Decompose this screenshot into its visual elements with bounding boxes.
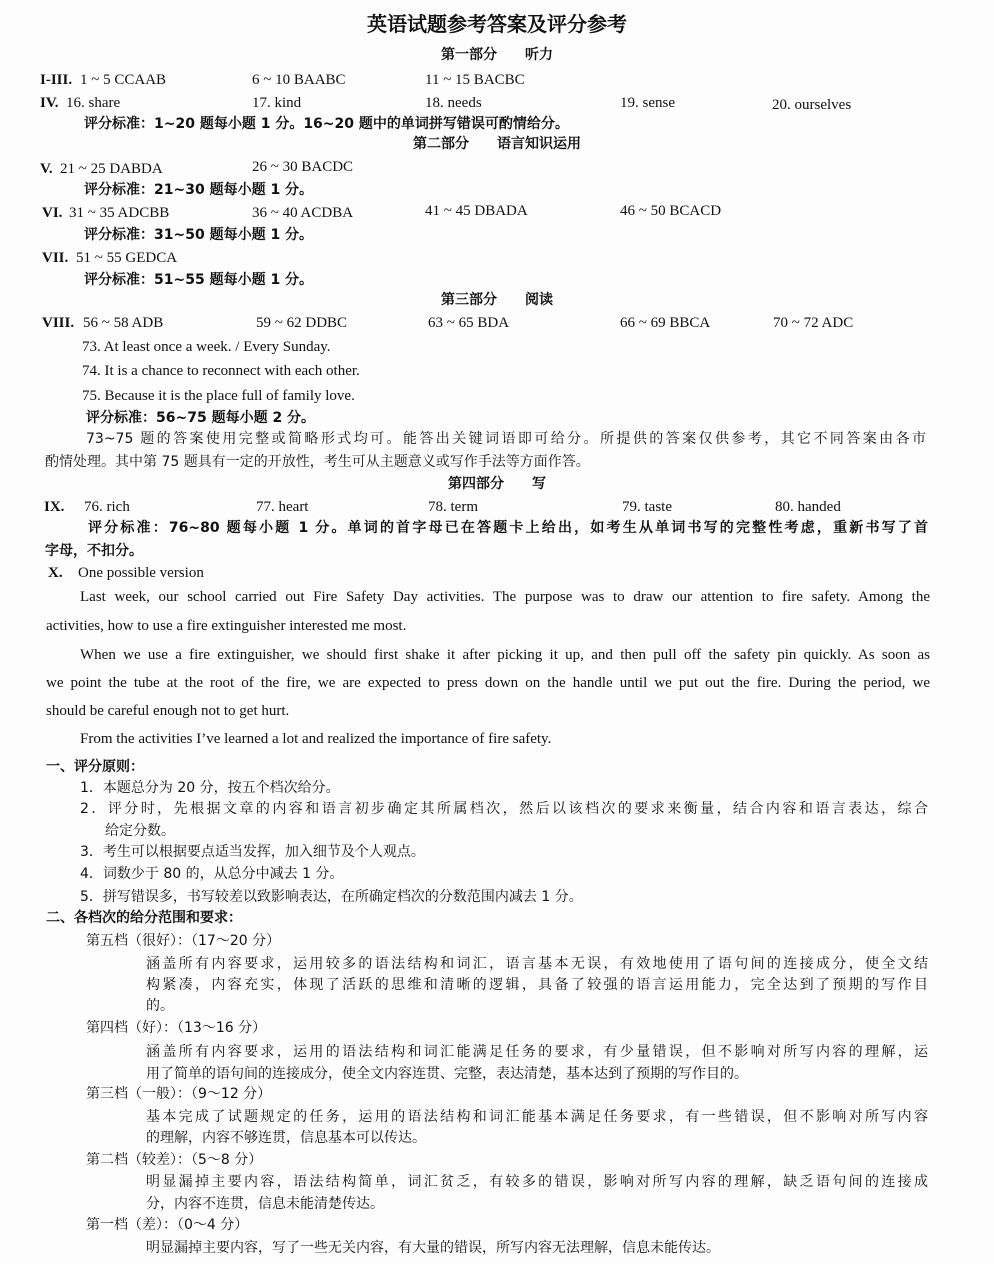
answer-74: 74. It is a chance to reconnect with each other.	[82, 363, 360, 379]
answer: 46 ~ 50 BCACD	[620, 203, 722, 219]
answer: 6 ~ 10 BAABC	[252, 72, 346, 88]
scoring-standard: 评分标准：31~50 题每小题 1 分。	[84, 227, 314, 243]
answer: 17. kind	[252, 95, 302, 111]
answer: 20. ourselves	[772, 97, 852, 113]
answer: 79. taste	[622, 499, 672, 515]
level-name: 第五档（很好）：（17～20 分）	[86, 933, 281, 949]
answer: 80. handed	[775, 499, 841, 515]
level-text: 的。	[146, 998, 174, 1014]
roman-label: I-III.	[40, 72, 73, 88]
essay-line: From the activities I’ve learned a lot and realized the importance of fire safety.	[80, 731, 552, 747]
answer: 1 ~ 5 CCAAB	[80, 72, 167, 88]
essay-line: we point the tube at the root of the fire, we are expected to press down on the handle until we put out the fire. During the period, we	[46, 675, 930, 691]
section-heading-writing: 第四部分 写	[448, 476, 546, 492]
answer: 26 ~ 30 BACDC	[252, 159, 354, 175]
principle-item: 3．考生可以根据要点适当发挥，加入细节及个人观点。	[80, 844, 425, 860]
roman-label: VII.	[42, 250, 69, 266]
answer: 41 ~ 45 DBADA	[425, 203, 528, 219]
note: 73~75 题的答案使用完整或简略形式均可。能答出关键词语即可给分。所提供的答案仅供参考，其它不同答案由各市	[86, 431, 926, 447]
level-text: 明显漏掉主要内容，语法结构简单，词汇贫乏，有较多的错误，影响对所写内容的理解，缺乏语句间的连接成	[146, 1174, 928, 1190]
answer: 76. rich	[84, 499, 130, 515]
answer: 36 ~ 40 ACDBA	[252, 205, 354, 221]
roman-label: V.	[40, 161, 53, 177]
scoring-standard: 评分标准：1~20 题每小题 1 分。16~20 题中的单词拼写错误可酌情给分。	[84, 116, 569, 132]
essay-line: should be careful enough not to get hurt.	[46, 703, 290, 719]
roman-label: IV.	[40, 95, 59, 111]
scoring-standard: 字母，不扣分。	[45, 543, 143, 559]
answer: 21 ~ 25 DABDA	[60, 161, 163, 177]
answer: 77. heart	[256, 499, 309, 515]
essay-line: Last week, our school carried out Fire Safety Day activities. The purpose was to draw our attention to fire safety. Among the	[80, 589, 930, 605]
answer: 51 ~ 55 GEDCA	[76, 250, 178, 266]
answer: 66 ~ 69 BBCA	[620, 315, 711, 331]
level-text: 用了简单的语句间的连接成分，使全文内容连贯、完整，表达清楚，基本达到了预期的写作目的。	[146, 1066, 748, 1082]
level-text: 的理解，内容不够连贯，信息基本可以传达。	[146, 1130, 426, 1146]
levels-heading: 二、各档次的给分范围和要求：	[46, 910, 242, 926]
section-heading-language: 第二部分 语言知识运用	[413, 136, 581, 152]
principle-item: 给定分数。	[105, 823, 175, 839]
section-heading-reading: 第三部分 阅读	[441, 292, 553, 308]
principle-item: 2．评分时，先根据文章的内容和语言初步确定其所属档次，然后以该档次的要求来衡量，结合内容和语言表达，综合	[80, 801, 928, 817]
answer-75: 75. Because it is the place full of family love.	[82, 388, 355, 404]
answer: 31 ~ 35 ADCBB	[69, 205, 170, 221]
answer: 56 ~ 58 ADB	[83, 315, 164, 331]
note: 酌情处理。其中第 75 题具有一定的开放性，考生可从主题意义或写作手法等方面作答。	[45, 454, 590, 470]
essay-heading: One possible version	[78, 565, 204, 581]
scoring-standard: 评分标准：76~80 题每小题 1 分。单词的首字母已在答题卡上给出，如考生从单词书写的完整性考虑，重新书写了首	[88, 520, 928, 536]
level-text: 涵盖所有内容要求，运用较多的语法结构和词汇，语言基本无误，有效地使用了语句间的连接成分，使全文结	[146, 956, 928, 972]
roman-label: X.	[48, 565, 63, 581]
level-name: 第一档（差）：（0～4 分）	[86, 1217, 249, 1233]
answer-73: 73. At least once a week. / Every Sunday.	[82, 339, 331, 355]
principle-item: 1．本题总分为 20 分，按五个档次给分。	[80, 780, 340, 796]
page-title: 英语试题参考答案及评分参考	[367, 12, 627, 36]
answer: 16. share	[66, 95, 121, 111]
roman-label: IX.	[44, 499, 65, 515]
principles-heading: 一、评分原则：	[46, 759, 144, 775]
answer: 78. term	[428, 499, 478, 515]
answer: 63 ~ 65 BDA	[428, 315, 510, 331]
answer: 11 ~ 15 BACBC	[425, 72, 525, 88]
answer: 70 ~ 72 ADC	[773, 315, 854, 331]
level-name: 第二档（较差）：（5～8 分）	[86, 1152, 263, 1168]
answer: 59 ~ 62 DDBC	[256, 315, 348, 331]
level-name: 第三档（一般）：（9～12 分）	[86, 1086, 272, 1102]
level-text: 明显漏掉主要内容，写了一些无关内容，有大量的错误，所写内容无法理解，信息未能传达。	[146, 1240, 720, 1256]
section-heading-listening: 第一部分 听力	[441, 47, 553, 63]
answer: 19. sense	[620, 95, 675, 111]
level-name: 第四档（好）：（13～16 分）	[86, 1020, 267, 1036]
level-text: 分，内容不连贯，信息未能清楚传达。	[146, 1196, 384, 1212]
scoring-standard: 评分标准：21~30 题每小题 1 分。	[84, 182, 314, 198]
essay-line: activities, how to use a fire extinguisher interested me most.	[46, 618, 407, 634]
level-text: 涵盖所有内容要求，运用的语法结构和词汇能满足任务的要求，有少量错误，但不影响对所写内容的理解，运	[146, 1044, 928, 1060]
roman-label: VI.	[42, 205, 63, 221]
essay-line: When we use a fire extinguisher, we should first shake it after picking it up, and then pull off the safety pin quickly. As soon as	[80, 647, 930, 663]
scoring-standard: 评分标准：56~75 题每小题 2 分。	[86, 410, 316, 426]
principle-item: 4．词数少于 80 的，从总分中减去 1 分。	[80, 866, 344, 882]
roman-label: VIII.	[42, 315, 75, 331]
scoring-standard: 评分标准：51~55 题每小题 1 分。	[84, 272, 314, 288]
principle-item: 5．拼写错误多，书写较差以致影响表达，在所确定档次的分数范围内减去 1 分。	[80, 889, 583, 905]
level-text: 基本完成了试题规定的任务，运用的语法结构和词汇能基本满足任务要求，有一些错误，但不影响对所写内容	[146, 1109, 928, 1125]
answer: 18. needs	[425, 95, 482, 111]
level-text: 构紧凑，内容充实，体现了活跃的思维和清晰的逻辑，具备了较强的语言运用能力，完全达到了预期的写作目	[146, 977, 928, 993]
